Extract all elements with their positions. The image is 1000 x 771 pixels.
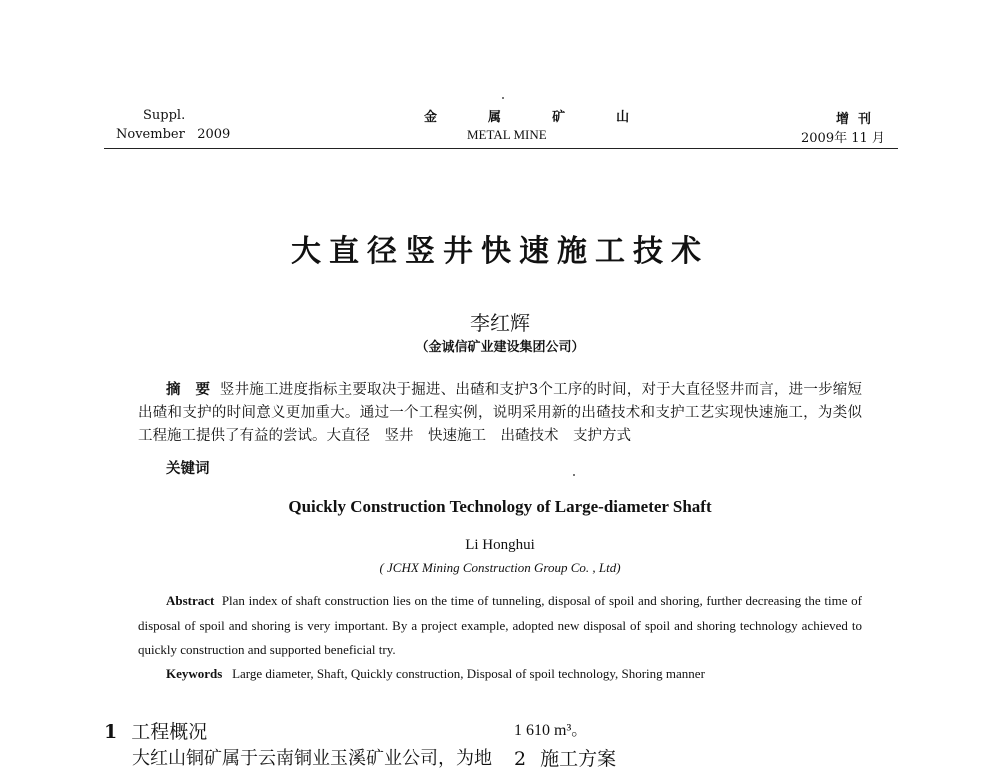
abstract-zh-label: 摘 要	[166, 381, 211, 398]
keywords-en-text: Large diameter, Shaft, Quickly construction, Disposal of spoil technology, Shoring manner	[232, 666, 705, 681]
header-suppl: Suppl.	[143, 108, 186, 123]
affiliation-zh: （金诚信矿业建设集团公司）	[415, 340, 585, 355]
section-1-body: 大红山铜矿属于云南铜业玉溪矿业公司，为地	[132, 748, 492, 769]
section-1-number: 1	[104, 721, 118, 743]
section-1-heading	[104, 717, 207, 744]
section-1-title: 工程概况	[131, 721, 208, 743]
header-suppl-zh: 增 刊	[836, 112, 872, 127]
section-2-heading	[514, 744, 616, 771]
speck	[502, 97, 504, 99]
author-zh: 李红辉	[470, 311, 530, 335]
section-2-number: 2	[514, 748, 527, 770]
abstract-en-text: Plan index of shaft construction lies on the time of tunneling, disposal of spoil and shoring, further decreasing the time of disposal of spoil and shoring is very important. By a project example, adopted new disposal of spoil and shoring technology achieved to quickly construction and supported beneficial try.	[138, 593, 863, 657]
keywords-en	[166, 666, 705, 682]
abstract-en-label: Abstract	[166, 593, 215, 608]
header-date-en: November 2009	[116, 127, 231, 142]
section-2-title: 施工方案	[540, 748, 617, 770]
affiliation-en: ( JCHX Mining Construction Group Co. , Ltd)	[379, 560, 621, 575]
abstract-zh-text: 竖井施工进度指标主要取决于掘进、出碴和支护3个工序的时间，对于大直径竖井而言，进一步缩短出碴和支护的时间意义更加重大。通过一个工程实例，说明采用新的出碴技术和支护工艺实现快速施工，为类似工程施工提供了有益的尝试。大直径 竖井 快速施工 出碴技术 支护方式	[138, 382, 863, 444]
header-date-zh: 2009年 11 月	[801, 131, 885, 146]
header-rule	[104, 148, 898, 149]
abstract-zh	[138, 378, 862, 448]
paper-title-zh: 大直径竖井快速施工技术	[291, 234, 709, 269]
abstract-en	[138, 589, 862, 663]
header-journal-zh: 金 属 矿 山	[424, 110, 644, 125]
paper-title-en: Quickly Construction Technology of Large-diameter Shaft	[288, 497, 712, 516]
author-en: Li Honghui	[465, 537, 535, 553]
volume-text: 1 610 m³。	[514, 722, 588, 739]
keywords-en-label: Keywords	[166, 666, 223, 681]
speck	[573, 474, 575, 476]
keywords-zh-label: 关键词	[166, 460, 210, 477]
header-journal-en: METAL MINE	[467, 127, 547, 142]
